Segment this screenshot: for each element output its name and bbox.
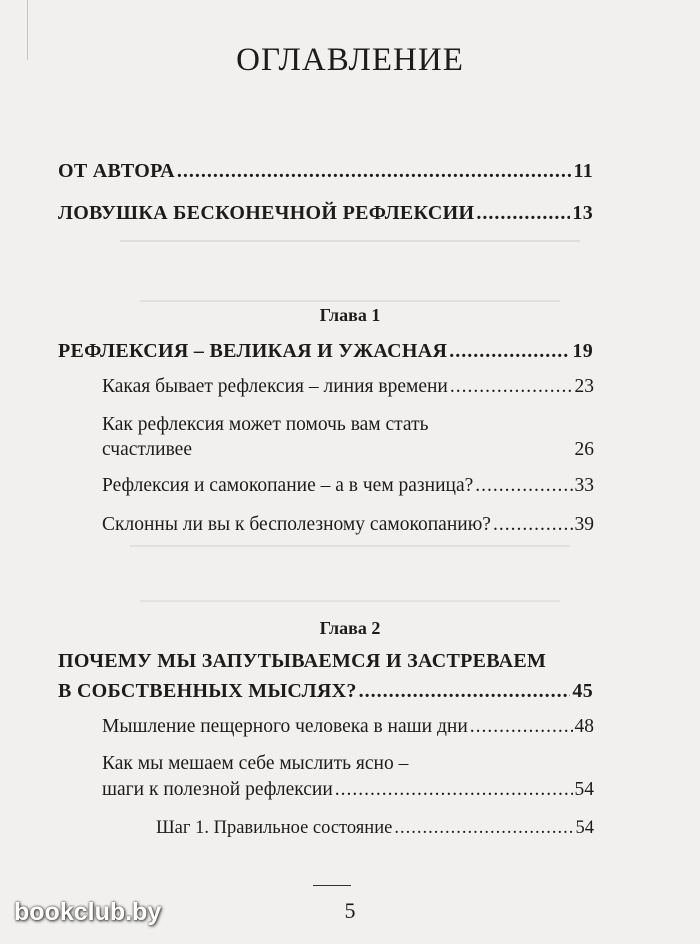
- toc-entry-title: Какая бывает рефлексия – линия времени: [102, 376, 448, 397]
- dot-leader: [493, 514, 573, 536]
- toc-subsubentry[interactable]: [156, 818, 594, 839]
- toc-entry-page: 26: [574, 439, 594, 460]
- dot-leader: [470, 716, 573, 738]
- watermark: bookclub.by: [14, 898, 162, 926]
- toc-entry-page: 39: [574, 514, 594, 535]
- toc-entry-title: шаги к полезной рефлексии: [102, 779, 333, 800]
- toc-entry-page: 54: [574, 779, 594, 800]
- toc-subentry[interactable]: [102, 376, 594, 398]
- toc-entry-page: 23: [574, 376, 594, 397]
- toc-entry-title: Рефлексия и самокопание – а в чем разница?: [102, 475, 474, 496]
- show-through-line: [140, 300, 560, 302]
- toc-entry-title: Склонны ли вы к бесполезному самокопанию?: [102, 514, 491, 535]
- toc-subentry[interactable]: [102, 475, 594, 497]
- toc-entry-page: 13: [572, 202, 593, 224]
- toc-entry-page: 48: [574, 716, 594, 737]
- toc-entry-page: 11: [573, 160, 593, 182]
- page-title: ОГЛАВЛЕНИЕ: [236, 42, 464, 78]
- toc-subentry-line1[interactable]: Как рефлексия может помочь вам стать: [102, 414, 429, 435]
- chapter-heading[interactable]: [58, 340, 593, 363]
- dot-leader: [177, 160, 572, 183]
- toc-subentry-line1[interactable]: Как мы мешаем себе мыслить ясно –: [102, 753, 409, 774]
- toc-subentry[interactable]: [102, 779, 594, 801]
- chapter-label: Глава 2: [319, 618, 381, 638]
- toc-entry-page: 54: [575, 818, 594, 838]
- toc-entry-title: Шаг 1. Правильное состояние: [156, 818, 393, 838]
- toc-subentry[interactable]: [102, 514, 594, 536]
- toc-entry-title: ОТ АВТОРА: [58, 160, 175, 182]
- toc-entry-title: счастливее: [102, 439, 192, 460]
- show-through-line: [130, 545, 570, 547]
- page-number: 5: [344, 898, 356, 923]
- dot-leader: [359, 680, 571, 703]
- chapter-heading[interactable]: [58, 680, 593, 703]
- toc-subentry[interactable]: [102, 439, 594, 461]
- toc-entry-page: 19: [572, 340, 593, 362]
- show-through-line: [140, 600, 560, 602]
- toc-entry-title: ЛОВУШКА БЕСКОНЕЧНОЙ РЕФЛЕКСИИ: [58, 202, 475, 224]
- dot-leader: [335, 779, 573, 801]
- dot-leader: [476, 202, 570, 225]
- show-through-line: [120, 240, 580, 242]
- footer-rule: [313, 885, 351, 886]
- dot-leader: [450, 376, 573, 398]
- toc-entry-page: 45: [572, 680, 593, 702]
- dot-leader: [475, 475, 572, 497]
- dot-leader: [394, 818, 573, 839]
- toc-entry[interactable]: [58, 160, 593, 183]
- toc-subentry[interactable]: [102, 716, 594, 738]
- toc-entry-title: В СОБСТВЕННЫХ МЫСЛЯХ?: [58, 680, 357, 702]
- toc-entry[interactable]: [58, 202, 593, 225]
- chapter-heading-line1[interactable]: ПОЧЕМУ МЫ ЗАПУТЫВАЕМСЯ И ЗАСТРЕВАЕМ: [58, 650, 547, 672]
- chapter-label: Глава 1: [319, 305, 381, 325]
- toc-entry-page: 33: [574, 475, 594, 496]
- toc-entry-title: Мышление пещерного человека в наши дни: [102, 716, 468, 737]
- dot-leader: [449, 340, 570, 363]
- toc-entry-title: РЕФЛЕКСИЯ – ВЕЛИКАЯ И УЖАСНАЯ: [58, 340, 448, 362]
